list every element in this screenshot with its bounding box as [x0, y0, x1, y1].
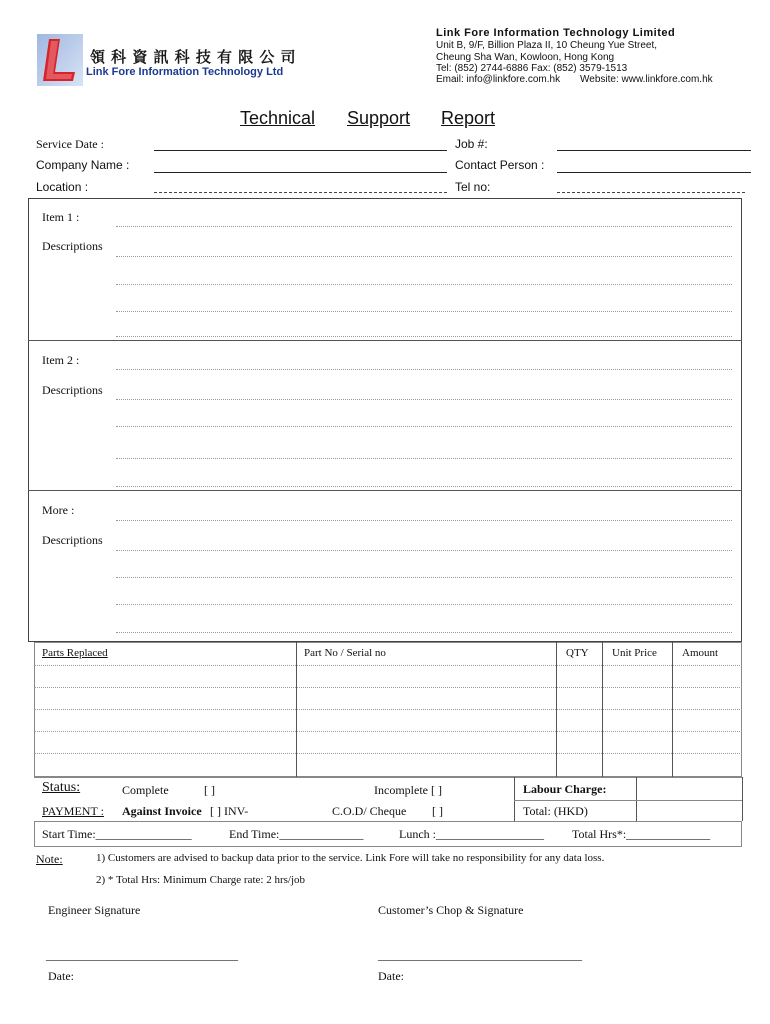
website: Website: www.linkfore.com.hk	[580, 74, 713, 85]
service-date-field[interactable]	[154, 150, 447, 151]
status-label: Status:	[42, 780, 81, 795]
contact-person-label: Contact Person :	[455, 158, 545, 172]
company-logo	[37, 34, 83, 86]
more-label: More :	[42, 503, 75, 517]
labour-divider	[514, 777, 515, 821]
more-desc-line[interactable]	[116, 550, 732, 551]
more-desc-line[interactable]	[116, 604, 732, 605]
item1-desc-line[interactable]	[116, 311, 732, 312]
more-desc-line[interactable]	[116, 577, 732, 578]
job-no-label: Job #:	[455, 137, 488, 151]
start-time-field[interactable]: Start Time:________________	[42, 827, 192, 841]
parts-replaced-header: Parts Replaced	[42, 647, 108, 659]
engineer-signature-label: Engineer Signature	[48, 903, 141, 917]
note-2: 2) * Total Hrs: Minimum Charge rate: 2 hrs/job	[96, 874, 306, 886]
item1-divider	[28, 340, 742, 341]
cod-checkbox[interactable]: [ ]	[432, 804, 443, 818]
item1-line[interactable]	[116, 226, 732, 227]
customer-signature-field[interactable]: __________________________________	[378, 948, 582, 962]
parts-row-line[interactable]	[34, 665, 742, 666]
note-1: 1) Customers are advised to backup data prior to the service. Link Fore will take no responsibility for any data loss.	[96, 852, 605, 864]
page-title-technical: Technical	[240, 108, 316, 128]
part-no-header: Part No / Serial no	[304, 647, 386, 659]
items-box	[28, 198, 742, 642]
customer-signature-label: Customer’s Chop & Signature	[378, 903, 524, 917]
company-name-label: Company Name :	[36, 158, 130, 172]
payment-label: PAYMENT :	[42, 804, 104, 818]
item2-desc-line[interactable]	[116, 486, 732, 487]
service-date-label: Service Date :	[36, 137, 104, 151]
more-desc-line[interactable]	[116, 632, 732, 633]
lunch-field[interactable]: Lunch :__________________	[399, 827, 544, 841]
complete-label: Complete	[122, 783, 169, 797]
end-time-field[interactable]: End Time:______________	[229, 827, 364, 841]
item1-desc-line[interactable]	[116, 256, 732, 257]
complete-checkbox[interactable]: [ ]	[204, 783, 215, 797]
item1-descriptions-label: Descriptions	[42, 239, 103, 253]
unit-price-header: Unit Price	[612, 647, 657, 659]
qty-header: QTY	[566, 647, 589, 659]
contact-person-field[interactable]	[557, 172, 751, 173]
logo-chinese-name: 領 科 資 訊 科 技 有 限 公 司	[90, 49, 297, 66]
item2-descriptions-label: Descriptions	[42, 383, 103, 397]
invoice-checkbox[interactable]: [ ] INV-	[210, 804, 249, 818]
parts-row-line[interactable]	[34, 687, 742, 688]
total-hkd-label: Total: (HKD)	[523, 804, 588, 818]
item2-desc-line[interactable]	[116, 426, 732, 427]
address-line-2: Cheung Sha Wan, Kowloon, Hong Kong	[436, 52, 615, 63]
tel-no-label: Tel no:	[455, 180, 491, 194]
company-name-field[interactable]	[154, 172, 447, 173]
parts-row-line[interactable]	[34, 709, 742, 710]
address-line-1: Unit B, 9/F, Billion Plaza II, 10 Cheung Yue Street,	[436, 40, 658, 51]
labour-charge-label: Labour Charge:	[523, 782, 607, 796]
parts-row-line[interactable]	[34, 753, 742, 754]
email: Email: info@linkfore.com.hk	[436, 74, 561, 85]
item1-label: Item 1 :	[42, 210, 80, 224]
total-hrs-field[interactable]: Total Hrs*:______________	[572, 827, 711, 841]
item2-desc-line[interactable]	[116, 399, 732, 400]
item2-divider	[28, 490, 742, 491]
item2-line[interactable]	[116, 369, 732, 370]
item2-label: Item 2 :	[42, 353, 80, 367]
logo-l-icon	[37, 34, 83, 86]
page-title-report: Report	[441, 108, 496, 128]
company-name: Link Fore Information Technology Limited	[436, 27, 676, 39]
labour-divider	[636, 777, 637, 821]
incomplete-checkbox[interactable]: Incomplete [ ]	[374, 783, 442, 797]
tel-no-field[interactable]	[557, 192, 745, 193]
location-field[interactable]	[154, 192, 447, 193]
against-invoice-label: Against Invoice	[122, 804, 202, 818]
page-title-support: Support	[347, 108, 411, 128]
cod-label: C.O.D/ Cheque	[332, 804, 407, 818]
logo-english-name: Link Fore Information Technology Ltd	[86, 66, 284, 78]
engineer-date-label[interactable]: Date:	[48, 969, 74, 983]
item2-desc-line[interactable]	[116, 458, 732, 459]
location-label: Location :	[36, 180, 89, 194]
amount-header: Amount	[682, 647, 719, 659]
phone-fax: Tel: (852) 2744-6886 Fax: (852) 3579-1513	[436, 63, 628, 74]
customer-date-label[interactable]: Date:	[378, 969, 404, 983]
more-line[interactable]	[116, 520, 732, 521]
labour-row-divider	[514, 800, 742, 801]
more-descriptions-label: Descriptions	[42, 533, 103, 547]
item1-desc-line[interactable]	[116, 284, 732, 285]
note-label: Note:	[36, 852, 63, 866]
engineer-signature-field[interactable]: ________________________________	[46, 948, 238, 962]
job-no-field[interactable]	[557, 150, 751, 151]
parts-row-line[interactable]	[34, 731, 742, 732]
item1-desc-line[interactable]	[116, 336, 732, 337]
status-right-border	[742, 777, 743, 821]
